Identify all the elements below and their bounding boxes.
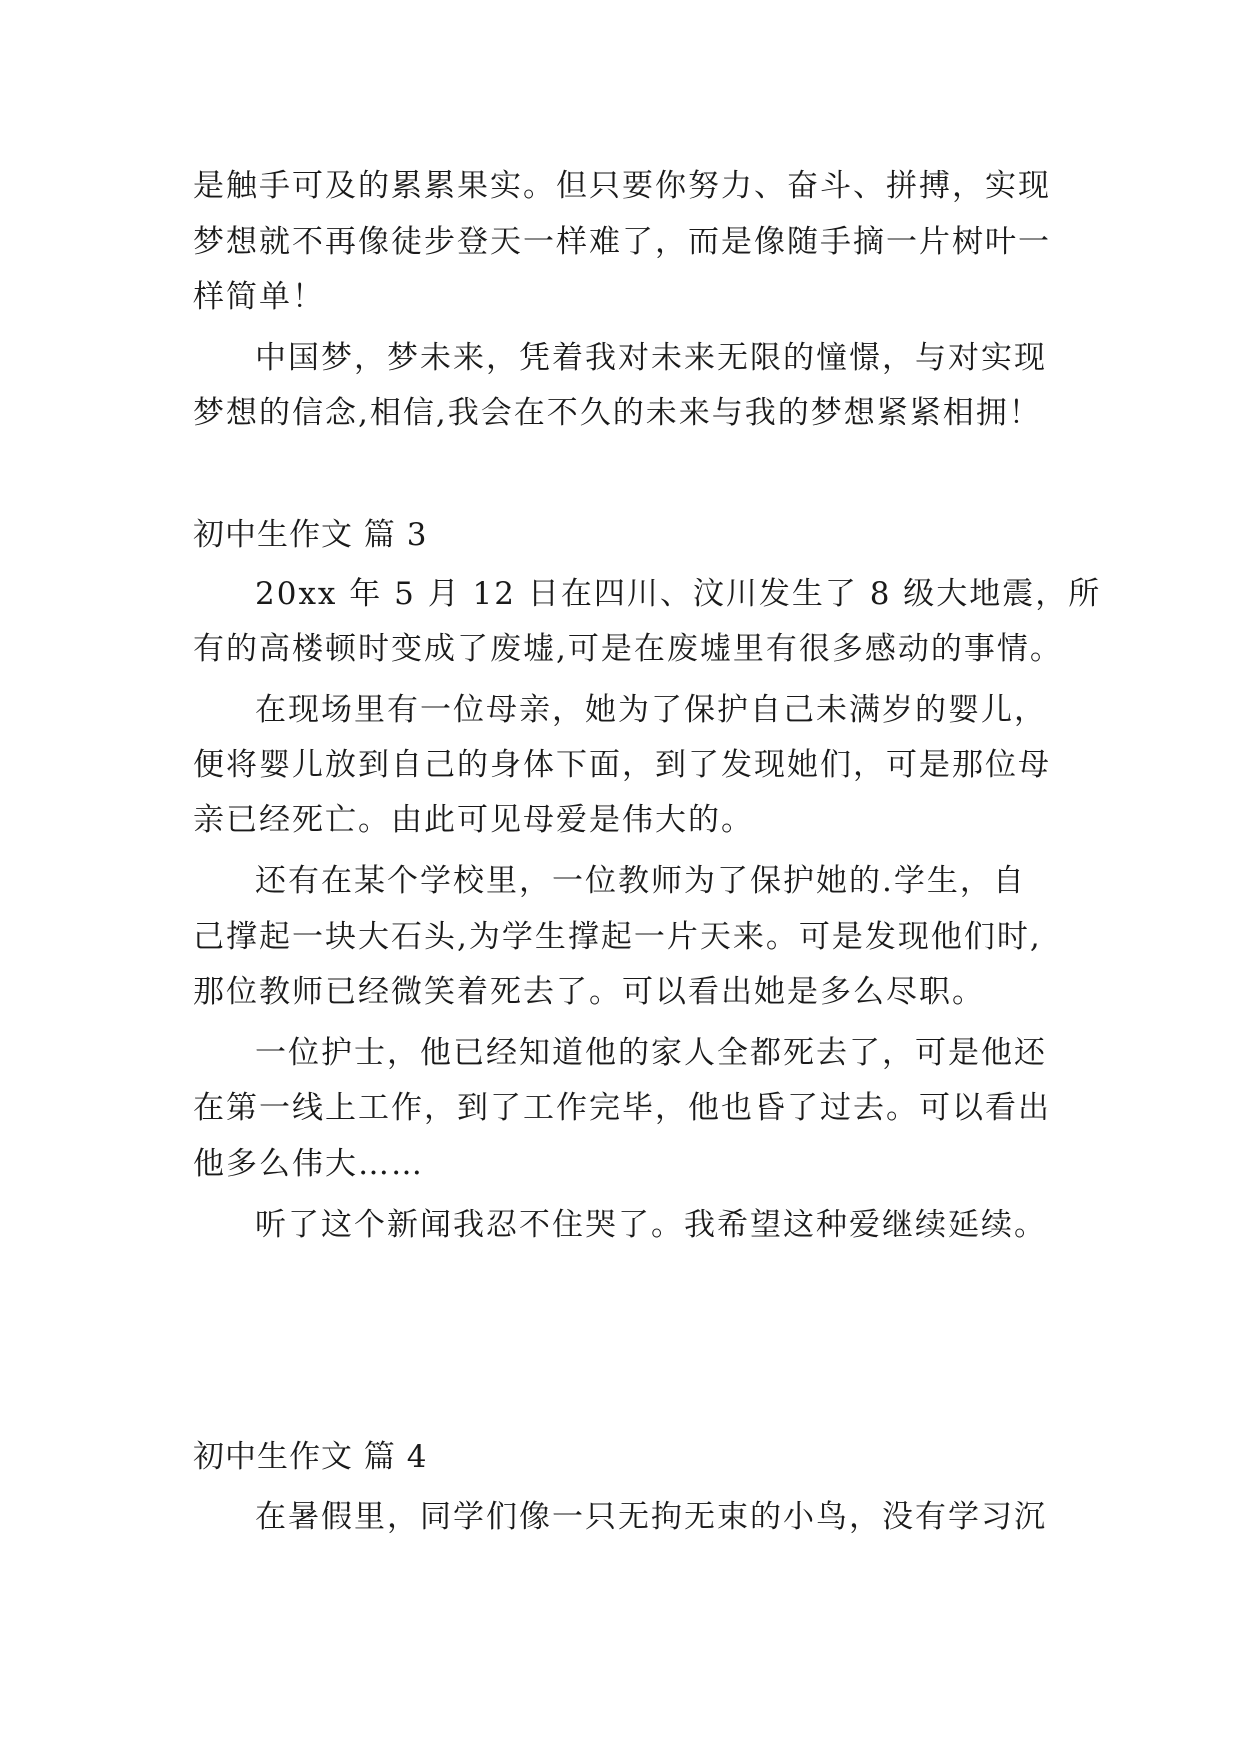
paragraph-line: 在暑假里，同学们像一只无拘无束的小鸟，没有学习沉 [255, 1499, 1047, 1535]
section-heading-3: 初中生作文 篇 3 [193, 517, 428, 553]
paragraph-line: 亲已经死亡。由此可见母爱是伟大的。 [193, 802, 754, 838]
paragraph-line: 有的高楼顿时变成了废墟,可是在废墟里有很多感动的事情。 [193, 631, 1063, 667]
paragraph-line: 是触手可及的累累果实。但只要你努力、奋斗、拼搏，实现 [193, 168, 1051, 204]
paragraph-line: 还有在某个学校里，一位教师为了保护她的.学生，自 [255, 863, 1026, 899]
section-heading-4: 初中生作文 篇 4 [193, 1439, 428, 1475]
paragraph-line: 便将婴儿放到自己的身体下面，到了发现她们，可是那位母 [193, 747, 1051, 783]
paragraph-line: 在第一线上工作，到了工作完毕，他也昏了过去。可以看出 [193, 1090, 1051, 1126]
paragraph-line: 在现场里有一位母亲，她为了保护自己未满岁的婴儿， [255, 692, 1047, 728]
paragraph-line: 己撑起一块大石头,为学生撑起一片天来。可是发现他们时, [193, 919, 1042, 955]
paragraph-line: 中国梦，梦未来，凭着我对未来无限的憧憬，与对实现 [255, 340, 1047, 376]
paragraph-line: 他多么伟大…… [193, 1146, 424, 1182]
paragraph-line: 一位护士，他已经知道他的家人全都死去了，可是他还 [255, 1035, 1047, 1071]
paragraph-line: 梦想的信念,相信,我会在不久的未来与我的梦想紧紧相拥！ [193, 395, 1042, 431]
paragraph-line: 20xx 年 5 月 12 日在四川、汶川发生了 8 级大地震，所 [255, 576, 1102, 612]
paragraph-line: 听了这个新闻我忍不住哭了。我希望这种爱继续延续。 [255, 1207, 1047, 1243]
paragraph-line: 样简单！ [193, 279, 325, 315]
paragraph-line: 那位教师已经微笑着死去了。可以看出她是多么尽职。 [193, 974, 985, 1010]
paragraph-line: 梦想就不再像徒步登天一样难了，而是像随手摘一片树叶一 [193, 224, 1051, 260]
